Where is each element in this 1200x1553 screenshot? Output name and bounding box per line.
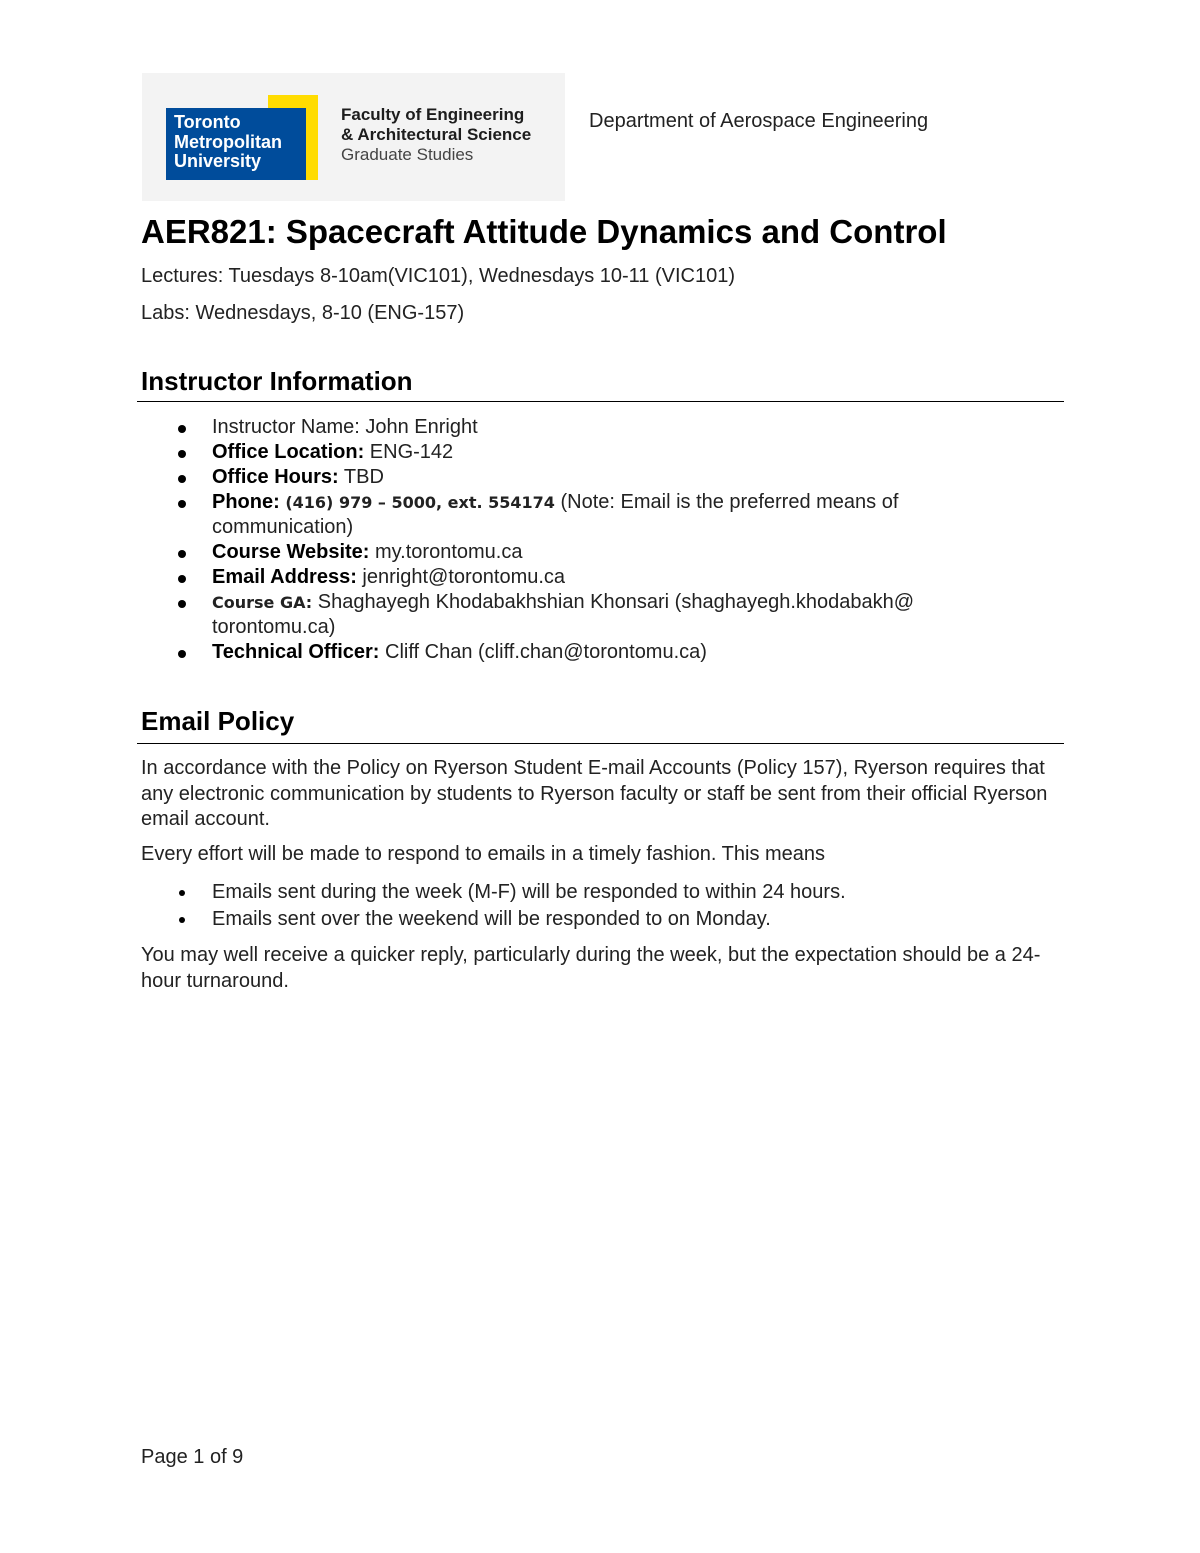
labs-schedule: Labs: Wednesdays, 8-10 (ENG-157) xyxy=(141,302,465,324)
email-policy-heading: Email Policy xyxy=(141,706,295,736)
section-divider xyxy=(137,743,1064,744)
instructor-list xyxy=(141,415,1071,665)
list-item: Office Hours: TBD xyxy=(141,465,1071,490)
university-logo xyxy=(142,73,565,201)
list-item: Email Address: jenright@torontomu.ca xyxy=(141,565,1071,590)
list-item: Course GA: Shaghayegh Khodabakhshian Khonsari (shaghayegh.khodabakh@ torontomu.ca) xyxy=(141,590,1071,640)
email-link[interactable]: jenright@torontomu.ca xyxy=(356,566,566,588)
list-item: Emails sent during the week (M-F) will be responded to within 24 hours. xyxy=(141,879,1071,906)
logo-blue-block xyxy=(166,108,306,180)
list-item: Office Location: ENG-142 xyxy=(141,440,1071,465)
logo-university-name: Toronto Metropolitan University xyxy=(174,112,282,171)
response-list xyxy=(141,879,1071,933)
lectures-schedule: Lectures: Tuesdays 8-10am(VIC101), Wednesdays 10-11 (VIC101) xyxy=(141,265,736,287)
website-link[interactable]: my.torontomu.ca xyxy=(369,541,523,563)
department-name: Department of Aerospace Engineering xyxy=(589,110,929,132)
list-item: Course Website: my.torontomu.ca xyxy=(141,540,1071,565)
course-title: AER821: Spacecraft Attitude Dynamics and Control xyxy=(141,213,947,250)
list-item: Emails sent over the weekend will be responded to on Monday. xyxy=(141,906,1071,933)
email-policy-paragraph: In accordance with the Policy on Ryerson Student E-mail Accounts (Policy 157), Ryerson requires that any electronic communication by students to Ryerson faculty or staff be sent from their official Ryerson email account. xyxy=(141,757,1048,830)
list-item: Instructor Name: John Enright xyxy=(141,415,1071,440)
phone-number: (416) 979 – 5000, ext. 554174 xyxy=(285,493,555,512)
list-item: Phone: (416) 979 – 5000, ext. 554174 (Note: Email is the preferred means of communication) xyxy=(141,490,1071,540)
list-item: Technical Officer: Cliff Chan (cliff.chan@torontomu.ca) xyxy=(141,640,1071,665)
section-divider xyxy=(137,401,1064,402)
turnaround-paragraph: You may well receive a quicker reply, particularly during the week, but the expectation should be a 24-hour turnaround. xyxy=(141,944,1041,992)
page-number: Page 1 of 9 xyxy=(141,1446,244,1468)
logo-faculty-name: Faculty of Engineering & Architectural Science Graduate Studies xyxy=(341,105,532,164)
response-paragraph: Every effort will be made to respond to emails in a timely fashion. This means xyxy=(141,843,826,865)
instructor-heading: Instructor Information xyxy=(141,366,413,396)
